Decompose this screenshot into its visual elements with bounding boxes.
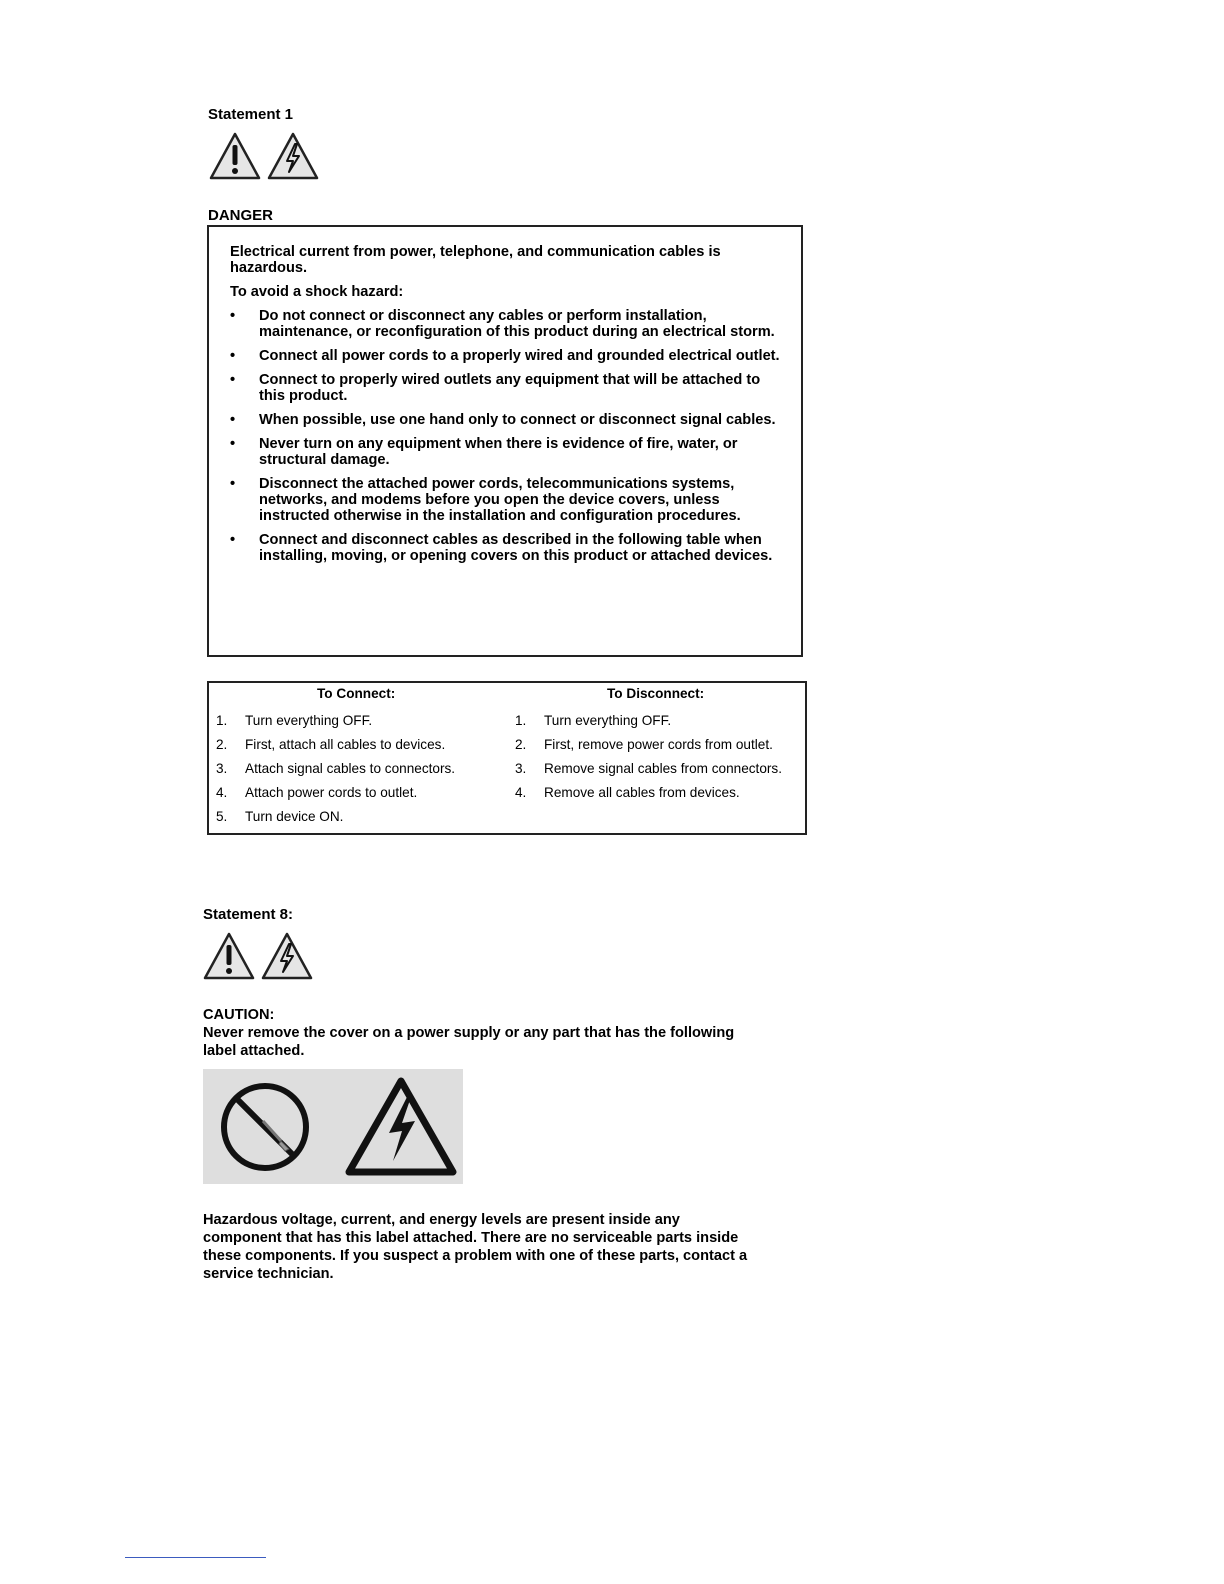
danger-box xyxy=(207,225,803,657)
bullet: • xyxy=(230,348,236,364)
avoid-heading: To avoid a shock hazard: xyxy=(230,284,404,300)
safety-list xyxy=(230,308,781,564)
step-number: 2. xyxy=(216,737,228,752)
connect-disconnect-table xyxy=(207,681,807,835)
list-item-text: Connect and disconnect cables as described in the following table when installing, moving, or opening covers on this product or attached devices. xyxy=(259,532,773,564)
statement-1-title: Statement 1 xyxy=(208,106,294,123)
bullet: • xyxy=(230,308,236,324)
statement-8-title: Statement 8: xyxy=(203,906,294,923)
step-text: Attach power cords to outlet. xyxy=(245,785,418,800)
danger-intro: Electrical current from power, telephone, and communication cables is hazardous. xyxy=(230,244,721,276)
step-number: 3. xyxy=(216,761,228,776)
caution-line-2: label attached. xyxy=(203,1043,305,1059)
disconnect-heading: To Disconnect: xyxy=(607,686,705,701)
step-number: 3. xyxy=(515,761,527,776)
list-item xyxy=(230,308,781,340)
list-item-text: Connect all power cords to a properly wired and grounded electrical outlet. xyxy=(259,348,780,364)
electrical-hazard-icon xyxy=(267,132,319,180)
step-number: 4. xyxy=(216,785,228,800)
hazard-label-image xyxy=(203,1069,463,1184)
list-item xyxy=(230,412,781,428)
footnote-rule xyxy=(125,1557,266,1558)
step-text: Turn device ON. xyxy=(245,809,344,824)
no-tools-icon xyxy=(224,1086,306,1168)
step-text: Attach signal cables to connectors. xyxy=(245,761,456,776)
list-item xyxy=(230,436,781,468)
connect-column xyxy=(209,683,507,833)
hazard-line: service technician. xyxy=(203,1266,334,1282)
caution-line-1: Never remove the cover on a power supply or any part that has the following xyxy=(203,1025,735,1041)
list-item-text: Never turn on any equipment when there is evidence of fire, water, or structural damage. xyxy=(259,436,738,468)
hazard-line: these components. If you suspect a problem with one of these parts, contact a xyxy=(203,1248,748,1264)
bullet: • xyxy=(230,532,236,548)
step-text: Turn everything OFF. xyxy=(544,713,672,728)
bullet: • xyxy=(230,476,236,492)
electrical-hazard-icon xyxy=(261,932,313,980)
warning-triangle-icon xyxy=(203,932,255,980)
step-number: 5. xyxy=(216,809,228,824)
list-item xyxy=(230,348,781,364)
list-item xyxy=(230,372,781,404)
connect-heading: To Connect: xyxy=(317,686,396,701)
danger-label: DANGER xyxy=(208,207,274,224)
statement-8-icons xyxy=(203,932,313,980)
step-number: 2. xyxy=(515,737,527,752)
step-text: First, remove power cords from outlet. xyxy=(544,737,773,752)
step-number: 4. xyxy=(515,785,527,800)
step-text: Remove all cables from devices. xyxy=(544,785,740,800)
warning-triangle-icon xyxy=(209,132,261,180)
bullet: • xyxy=(230,436,236,452)
statement-1-icons xyxy=(209,132,319,180)
hazard-text xyxy=(203,1211,803,1283)
list-item-text: Do not connect or disconnect any cables or perform installation, maintenance, or reconfiguration of this product during an electrical storm. xyxy=(259,308,775,340)
step-number: 1. xyxy=(216,713,228,728)
step-text: Turn everything OFF. xyxy=(245,713,373,728)
disconnect-column xyxy=(507,683,805,833)
bullet: • xyxy=(230,412,236,428)
hazard-line: Hazardous voltage, current, and energy levels are present inside any xyxy=(203,1212,680,1228)
bullet: • xyxy=(230,372,236,388)
list-item-text: Connect to properly wired outlets any equipment that will be attached to this product. xyxy=(259,372,761,404)
list-item-text: Disconnect the attached power cords, telecommunications systems, networks, and modems before you open the device covers, unless instructed otherwise in the installation and configuration procedures. xyxy=(259,476,741,524)
list-item-text: When possible, use one hand only to connect or disconnect signal cables. xyxy=(259,412,776,428)
list-item xyxy=(230,532,781,564)
hazard-line: component that has this label attached. There are no serviceable parts inside xyxy=(203,1230,739,1246)
step-text: Remove signal cables from connectors. xyxy=(544,761,782,776)
caution-label: CAUTION: xyxy=(203,1007,275,1023)
step-text: First, attach all cables to devices. xyxy=(245,737,446,752)
high-voltage-icon xyxy=(349,1081,453,1172)
list-item xyxy=(230,476,781,524)
step-number: 1. xyxy=(515,713,527,728)
